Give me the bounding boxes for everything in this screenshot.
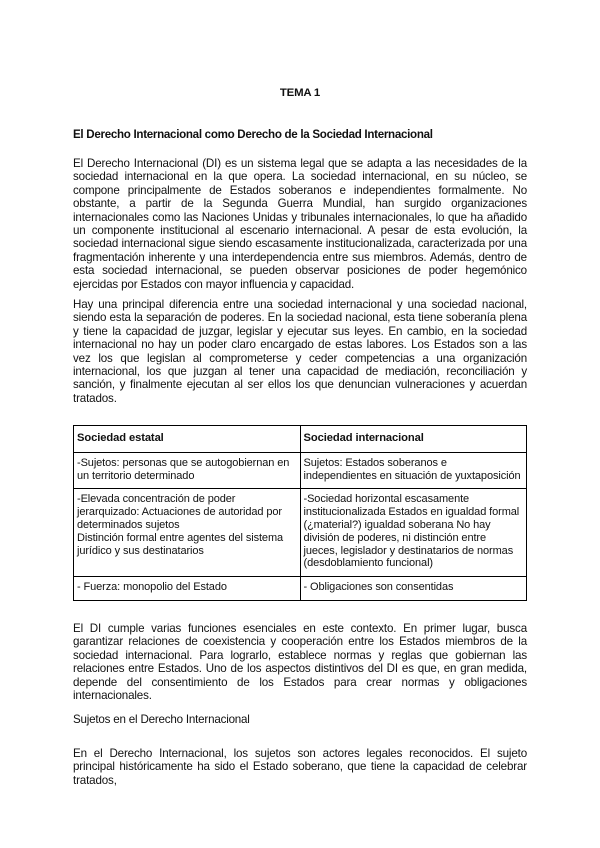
cell-text: -Elevada concentración de poder jerarquizado: Actuaciones de autoridad por determinados sujetos	[77, 493, 282, 531]
comparison-table	[73, 425, 527, 601]
table-cell	[300, 577, 527, 601]
paragraph-subjects: En el Derecho Internacional, los sujetos son actores legales reconocidos. El sujeto principal históricamente ha sido el Estado soberano, que tiene la capacidad de celebrar tratados,	[73, 747, 527, 787]
table-header-cell: Sociedad estatal	[74, 426, 301, 453]
cell-text: -Sociedad horizontal escasamente institucionalizada Estados en igualdad formal (¿material?) igualdad soberana No hay división de poderes, ni distinción entre jueces, legislador y destinatarios de normas (desdoblamiento funcional)	[303, 493, 520, 570]
table-cell	[300, 489, 527, 577]
cell-text: -Sujetos: personas que se autogobiernan en un territorio determinado	[77, 456, 290, 482]
cell-text: - Obligaciones son consentidas	[303, 581, 454, 594]
page-title: TEMA 1	[279, 87, 321, 99]
table-row	[74, 452, 527, 489]
subheading-subjects: Sujetos en el Derecho Internacional	[73, 713, 250, 726]
paragraph-separation-of-powers: Hay una principal diferencia entre una sociedad internacional y una sociedad nacional, siendo esta la separación de poderes. En la sociedad nacional, esta tiene soberanía plena y tiene la capacidad de juzgar, legislar y ejecutar sus leyes. En cambio, en la sociedad internacional no hay un poder claro encargado de estas labores. Los Estados son a las vez los que legislan al comprometerse y ceder competencias a una organización internacional, los que juzgan al tener una capacidad de mediación, reconciliación y sanción, y finalmente ejecutan al ser ellos los que denuncian vulneraciones y acuerdan tratados.	[73, 298, 527, 405]
cell-text: Sujetos: Estados soberanos e independientes en situación de yuxtaposición	[303, 456, 521, 482]
table-cell	[74, 577, 301, 601]
table-row	[74, 489, 527, 577]
cell-text: - Fuerza: monopolio del Estado	[77, 581, 227, 594]
paragraph-intro: El Derecho Internacional (DI) es un sistema legal que se adapta a las necesidades de la sociedad internacional en la que opera. La sociedad internacional, en su núcleo, se compone principalmente de Estados soberanos e independientes formalmente. No obstante, a partir de la Segunda Guerra Mundial, han surgido organizaciones internacionales como las Naciones Unidas y tribunales internacionales, lo que ha añadido un componente institucional al escenario internacional. A pesar de esta evolución, la sociedad internacional sigue siendo escasamente institucionalizada, caracterizada por una fragmentación inherente y una interdependencia entre sus miembros. Además, dentro de esta sociedad internacional, se pueden observar posiciones de poder hegemónico ejercidas por Estados con mayor influencia y capacidad.	[73, 157, 527, 291]
section-heading: El Derecho Internacional como Derecho de la Sociedad Internacional	[73, 128, 433, 141]
paragraph-functions: El DI cumple varias funciones esenciales en este contexto. En primer lugar, busca garantizar relaciones de coexistencia y cooperación entre los Estados miembros de la sociedad internacional. Para lograrlo, establece normas y reglas que gobiernan las relaciones entre Estados. Uno de los aspectos distintivos del DI es que, en gran medida, depende del consentimiento de los Estados para crear normas y obligaciones internacionales.	[73, 622, 527, 703]
table-cell	[74, 452, 301, 489]
table-cell	[74, 489, 301, 577]
table-header-cell: Sociedad internacional	[300, 426, 527, 453]
table-cell	[300, 452, 527, 489]
table-header-row	[74, 426, 527, 453]
table-row	[74, 577, 527, 601]
cell-text: Distinción formal entre agentes del sistema jurídico y sus destinatarios	[77, 531, 284, 557]
